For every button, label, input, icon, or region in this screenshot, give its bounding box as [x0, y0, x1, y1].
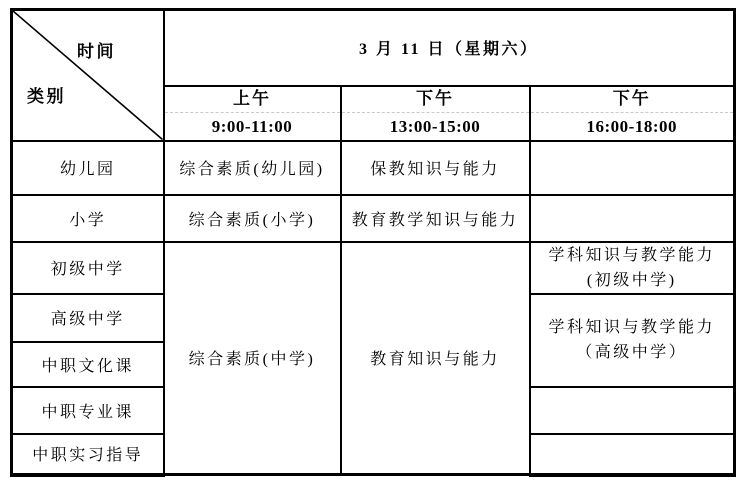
- exam-cell-senior-pm2-line1: 学科知识与教学能力: [548, 319, 716, 336]
- corner-cell: [12, 10, 164, 141]
- exam-cell-primary-pm2-empty: [530, 195, 735, 242]
- diagonal-line: [13, 11, 163, 140]
- exam-cell-vocational-internship-pm2-empty: [530, 434, 735, 475]
- category-cell-primary: 小学: [12, 195, 164, 242]
- exam-cell-junior-pm2: [530, 242, 735, 294]
- exam-cell-junior-pm2-line1: 学科知识与教学能力: [548, 246, 716, 264]
- exam-cell-primary-pm1: 教育教学知识与能力: [341, 195, 530, 242]
- exam-cell-kindergarten-pm1: 保教知识与能力: [341, 141, 530, 195]
- session-time-label: 13:00-15:00: [389, 116, 481, 136]
- exam-cell-kindergarten-pm2-empty: [530, 141, 735, 195]
- category-cell-kindergarten: 幼儿园: [12, 141, 164, 195]
- session-period-label: 上午: [165, 87, 340, 113]
- exam-cell-junior-pm2-line2: (初级中学): [586, 271, 677, 289]
- exam-cell-secondary-pm1-merged: 教育知识与能力: [341, 242, 530, 475]
- category-cell-vocational-culture: 中职文化课: [12, 342, 164, 387]
- exam-cell-senior-pm2-line2: （高级中学）: [576, 344, 688, 361]
- session-period-label: 下午: [531, 87, 734, 113]
- header-date-row: [12, 10, 735, 86]
- session-header-afternoon-1: [341, 86, 530, 141]
- session-header-afternoon-2: [530, 86, 735, 141]
- table-row-kindergarten: [12, 141, 735, 195]
- corner-time-label: 时间: [77, 42, 116, 61]
- exam-schedule-table: [10, 8, 736, 477]
- corner-category-label: 类别: [27, 87, 66, 106]
- session-time-label: 16:00-18:00: [586, 116, 677, 136]
- category-cell-senior-secondary: 高级中学: [12, 294, 164, 342]
- session-period-label: 下午: [342, 87, 529, 113]
- category-cell-vocational-specialty: 中职专业课: [12, 387, 164, 434]
- session-time-label: 9:00-11:00: [211, 116, 293, 136]
- category-cell-vocational-internship: 中职实习指导: [12, 434, 164, 475]
- category-cell-junior-secondary: 初级中学: [12, 242, 164, 294]
- exam-cell-kindergarten-am: 综合素质(幼儿园): [164, 141, 341, 195]
- table-row-junior-secondary: [12, 242, 735, 294]
- date-header-cell: 3 月 11 日（星期六）: [164, 10, 735, 86]
- exam-cell-secondary-am-merged: 综合素质(中学): [164, 242, 341, 475]
- table-row-primary: [12, 195, 735, 242]
- exam-cell-vocational-specialty-pm2-empty: [530, 387, 735, 434]
- session-header-morning: [164, 86, 341, 141]
- exam-cell-senior-pm2-merged: [530, 294, 735, 387]
- exam-cell-primary-am: 综合素质(小学): [164, 195, 341, 242]
